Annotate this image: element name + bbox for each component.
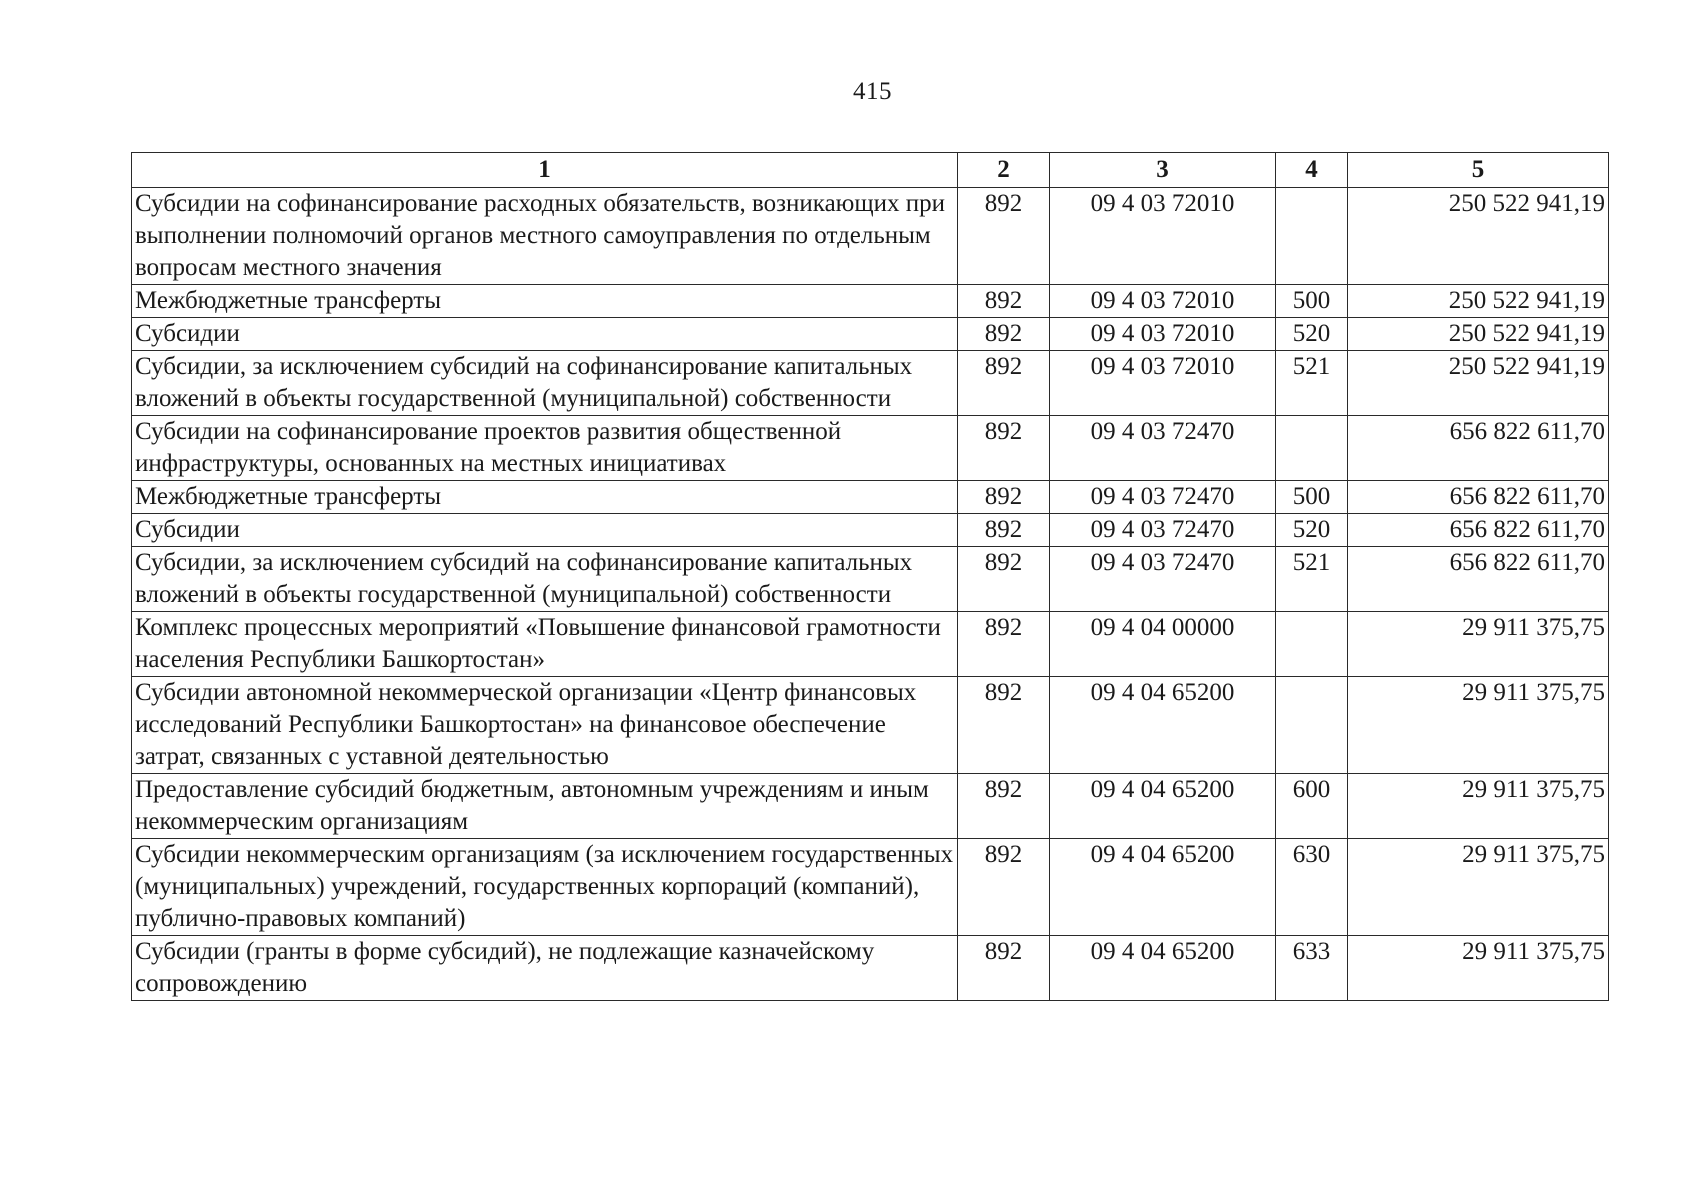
table-row [132, 285, 1609, 318]
column-header-5: 5 [1348, 153, 1609, 188]
row-amount: 29 911 375,75 [1348, 774, 1609, 839]
column-header-4: 4 [1276, 153, 1348, 188]
row-amount: 250 522 941,19 [1348, 285, 1609, 318]
row-expense-type [1276, 188, 1348, 285]
row-target-code: 09 4 03 72470 [1050, 416, 1276, 481]
row-admin-code: 892 [958, 351, 1050, 416]
budget-table [131, 152, 1609, 1001]
row-description: Субсидии, за исключением субсидий на софинансирование капитальных вложений в объекты государственной (муниципальной) собственности [132, 351, 958, 416]
row-expense-type: 633 [1276, 936, 1348, 1001]
page-number: 415 [853, 78, 892, 105]
row-target-code: 09 4 04 65200 [1050, 839, 1276, 936]
table-row [132, 547, 1609, 612]
row-admin-code: 892 [958, 774, 1050, 839]
row-admin-code: 892 [958, 285, 1050, 318]
table-row [132, 677, 1609, 774]
row-description: Предоставление субсидий бюджетным, автономным учреждениям и иным некоммерческим организациям [132, 774, 958, 839]
table-body [132, 188, 1609, 1001]
row-amount: 656 822 611,70 [1348, 481, 1609, 514]
row-target-code: 09 4 04 65200 [1050, 774, 1276, 839]
row-expense-type [1276, 416, 1348, 481]
row-target-code: 09 4 03 72010 [1050, 318, 1276, 351]
row-admin-code: 892 [958, 547, 1050, 612]
row-target-code: 09 4 03 72470 [1050, 514, 1276, 547]
row-description: Субсидии на софинансирование расходных обязательств, возникающих при выполнении полномочий органов местного самоуправления по отдельным вопросам местного значения [132, 188, 958, 285]
row-description: Субсидии, за исключением субсидий на софинансирование капитальных вложений в объекты государственной (муниципальной) собственности [132, 547, 958, 612]
row-description: Субсидии на софинансирование проектов развития общественной инфраструктуры, основанных на местных инициативах [132, 416, 958, 481]
row-target-code: 09 4 04 65200 [1050, 677, 1276, 774]
row-amount: 29 911 375,75 [1348, 839, 1609, 936]
table-row [132, 481, 1609, 514]
row-admin-code: 892 [958, 514, 1050, 547]
row-target-code: 09 4 03 72010 [1050, 188, 1276, 285]
column-header-2: 2 [958, 153, 1050, 188]
row-admin-code: 892 [958, 612, 1050, 677]
row-description: Субсидии некоммерческим организациям (за исключением государственных (муниципальных) учреждений, государственных корпораций (компаний), публично-правовых компаний) [132, 839, 958, 936]
row-description: Субсидии [132, 318, 958, 351]
row-amount: 656 822 611,70 [1348, 416, 1609, 481]
row-target-code: 09 4 03 72470 [1050, 481, 1276, 514]
row-amount: 250 522 941,19 [1348, 318, 1609, 351]
column-header-3: 3 [1050, 153, 1276, 188]
row-description: Комплекс процессных мероприятий «Повышение финансовой грамотности населения Республики Башкортостан» [132, 612, 958, 677]
row-expense-type: 630 [1276, 839, 1348, 936]
table-row [132, 612, 1609, 677]
row-description: Субсидии (гранты в форме субсидий), не подлежащие казначейскому сопровождению [132, 936, 958, 1001]
row-target-code: 09 4 04 00000 [1050, 612, 1276, 677]
row-expense-type: 521 [1276, 351, 1348, 416]
row-amount: 656 822 611,70 [1348, 547, 1609, 612]
table-row [132, 774, 1609, 839]
row-admin-code: 892 [958, 318, 1050, 351]
row-expense-type: 500 [1276, 481, 1348, 514]
row-description: Субсидии [132, 514, 958, 547]
row-expense-type: 600 [1276, 774, 1348, 839]
row-admin-code: 892 [958, 481, 1050, 514]
row-amount: 250 522 941,19 [1348, 351, 1609, 416]
row-target-code: 09 4 03 72470 [1050, 547, 1276, 612]
row-amount: 250 522 941,19 [1348, 188, 1609, 285]
row-admin-code: 892 [958, 936, 1050, 1001]
header-row [132, 153, 1609, 188]
row-admin-code: 892 [958, 839, 1050, 936]
row-amount: 29 911 375,75 [1348, 936, 1609, 1001]
row-expense-type [1276, 612, 1348, 677]
table-header [132, 153, 1609, 188]
row-amount: 656 822 611,70 [1348, 514, 1609, 547]
table-row [132, 351, 1609, 416]
row-target-code: 09 4 03 72010 [1050, 285, 1276, 318]
table-row [132, 936, 1609, 1001]
table-row [132, 188, 1609, 285]
row-description: Субсидии автономной некоммерческой организации «Центр финансовых исследований Республики Башкортостан» на финансовое обеспечение затрат, связанных с уставной деятельностью [132, 677, 958, 774]
table-row [132, 416, 1609, 481]
row-expense-type: 520 [1276, 318, 1348, 351]
row-expense-type: 521 [1276, 547, 1348, 612]
row-admin-code: 892 [958, 188, 1050, 285]
row-expense-type: 500 [1276, 285, 1348, 318]
row-expense-type: 520 [1276, 514, 1348, 547]
row-amount: 29 911 375,75 [1348, 677, 1609, 774]
row-amount: 29 911 375,75 [1348, 612, 1609, 677]
column-header-1: 1 [132, 153, 958, 188]
row-admin-code: 892 [958, 677, 1050, 774]
table-row [132, 514, 1609, 547]
row-admin-code: 892 [958, 416, 1050, 481]
row-target-code: 09 4 03 72010 [1050, 351, 1276, 416]
row-expense-type [1276, 677, 1348, 774]
table-row [132, 318, 1609, 351]
table-row [132, 839, 1609, 936]
row-target-code: 09 4 04 65200 [1050, 936, 1276, 1001]
row-description: Межбюджетные трансферты [132, 285, 958, 318]
row-description: Межбюджетные трансферты [132, 481, 958, 514]
